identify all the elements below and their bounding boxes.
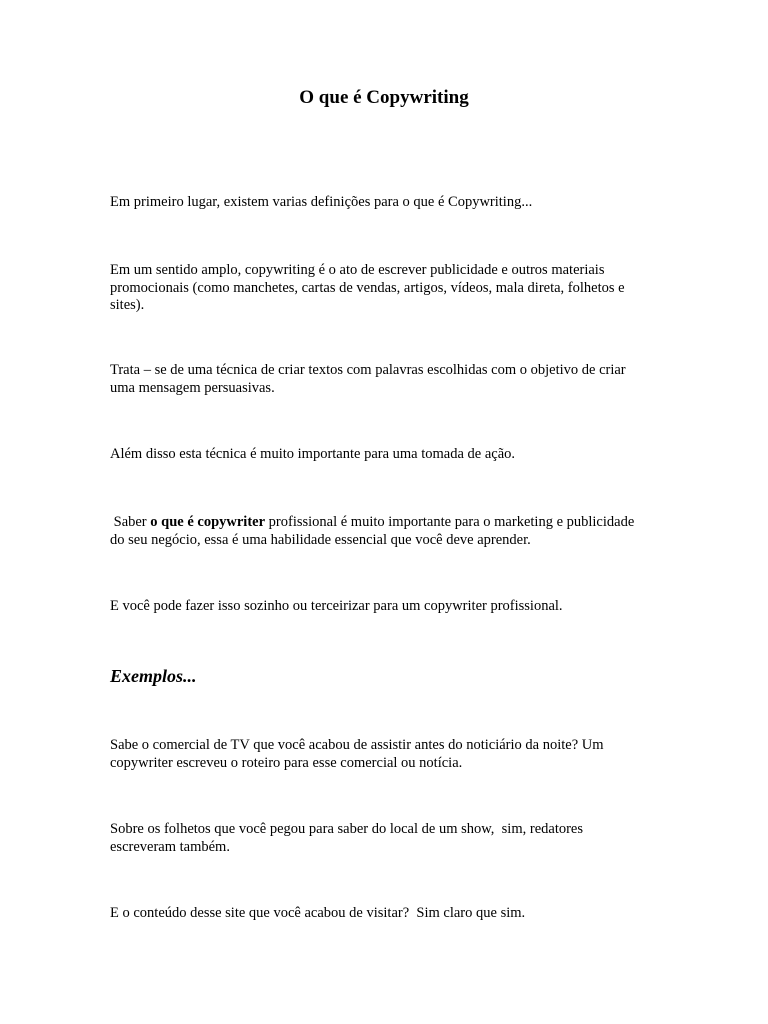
examples-heading: Exemplos... bbox=[110, 666, 197, 686]
paragraph-professional-start: Saber bbox=[110, 514, 151, 530]
paragraph-outsource: E você pode fazer isso sozinho ou terceirizar para um copywriter profissional. bbox=[110, 598, 563, 614]
paragraph-professional-end: profissional é muito importante para o marketing e publicidade do seu negócio, essa é uma habilidade essencial que você deve aprender. bbox=[110, 514, 638, 548]
paragraph-site-example: E o conteúdo desse site que você acabou de visitar? Sim claro que sim. bbox=[110, 905, 526, 921]
paragraph-technique: Trata – se de uma técnica de criar textos com palavras escolhidas com o objetivo de criar uma mensagem persuasivas. bbox=[110, 362, 626, 396]
paragraph-action: Além disso esta técnica é muito importante para uma tomada de ação. bbox=[110, 446, 516, 462]
page-title: O que é Copywriting bbox=[299, 87, 469, 108]
paragraph-tv-example: Sabe o comercial de TV que você acabou de assistir antes do noticiário da noite? Um copywriter escreveu o roteiro para esse comercial ou notícia. bbox=[110, 737, 604, 771]
copywriter-keyword: o que é copywriter bbox=[150, 514, 266, 530]
paragraph-definitions: Em primeiro lugar, existem varias definições para o que é Copywriting... bbox=[110, 194, 533, 210]
paragraph-professional bbox=[110, 514, 650, 549]
paragraph-flyer-example: Sobre os folhetos que você pegou para saber do local de um show, sim, redatores escreveram também. bbox=[110, 821, 587, 855]
paragraph-broad-sense: Em um sentido amplo, copywriting é o ato de escrever publicidade e outros materiais promocionais (como manchetes, cartas de vendas, artigos, vídeos, mala direta, folhetos e sites). bbox=[110, 262, 625, 313]
